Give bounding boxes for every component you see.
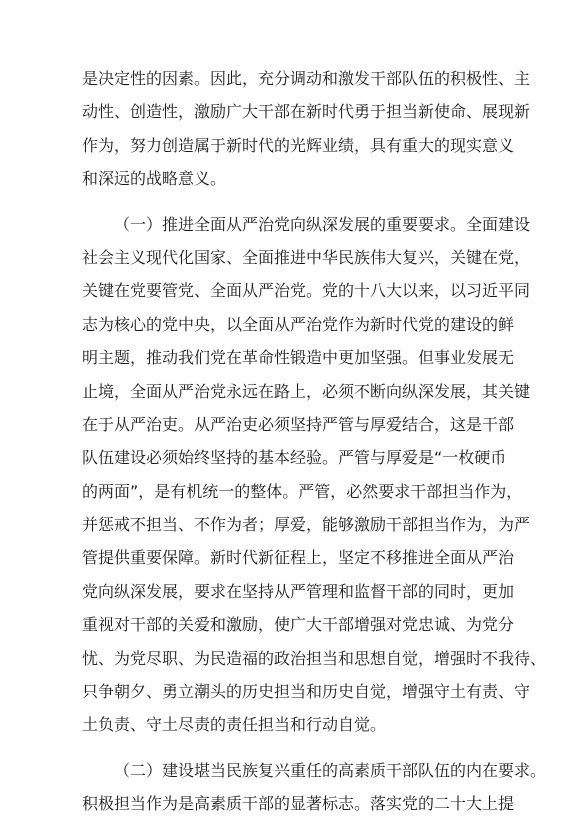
paragraph-intro: [82, 62, 531, 196]
text-line: 是决定性的因素。因此，充分调动和激发干部队伍的积极性、主: [82, 69, 531, 88]
text-line: 社会主义现代化国家、全面推进中华民族伟大复兴，关键在党，: [82, 247, 531, 267]
text-line: 在于从严治吏。从严治吏必须坚持严管与厚爱结合，这是干部: [82, 414, 515, 434]
text-line: 明主题，推动我们党在革命性锻造中更加坚强。但事业发展无: [82, 348, 515, 368]
text-line: 重视对干部的关爱和激励，使广大干部增强对党忠诚、为党分: [82, 615, 515, 635]
section-1-heading-line: （一）推进全面从严治党向纵深发展的重要要求。全面建设: [114, 214, 531, 234]
document-body: [82, 62, 547, 821]
text-line: 并惩戒不担当、不作为者；厚爱，能够激励干部担当作为，为严: [82, 515, 531, 535]
text-line: 只争朝夕、勇立潮头的历史担当和历史自觉，增强守土有责、守: [82, 682, 531, 702]
text-line: 动性、创造性，激励广大干部在新时代勇于担当新使命、展现新: [82, 102, 531, 122]
paragraph-section-1: [82, 208, 547, 742]
text-line: 志为核心的党中央，以全面从严治党作为新时代党的建设的鲜: [82, 314, 515, 334]
text-line: 党向纵深发展，要求在坚持从严管理和监督干部的同时，更加: [82, 581, 515, 601]
section-2-heading-line: （二）建设堪当民族复兴重任的高素质干部队伍的内在要求。: [114, 760, 547, 780]
paragraph-section-2: [82, 754, 547, 821]
text-line: 管提供重要保障。新时代新征程上，坚定不移推进全面从严治: [82, 548, 515, 568]
text-line: 的两面”，是有机统一的整体。严管，必然要求干部担当作为，: [82, 481, 523, 501]
text-line: 忧、为党尽职、为民造福的政治担当和思想自觉，增强时不我待、: [82, 648, 547, 668]
text-line: 和深远的战略意义。: [82, 169, 227, 189]
paragraph-gap: [82, 196, 512, 208]
paragraph-gap: [82, 742, 512, 754]
text-line: 止境，全面从严治党永远在路上，必须不断向纵深发展，其关键: [82, 381, 531, 401]
text-line: 队伍建设必须始终坚持的基本经验。严管与厚爱是“一枚硬币: [82, 448, 507, 468]
text-line: 作为，努力创造属于新时代的光辉业绩，具有重大的现实意义: [82, 135, 515, 155]
text-line: 关键在党要管党、全面从严治党。党的十八大以来，以习近平同: [82, 281, 531, 301]
text-line: 积极担当作为是高素质干部的显著标志。落实党的二十大上提: [82, 794, 515, 814]
text-line: 土负责、守土尽责的责任担当和行动自觉。: [82, 715, 387, 735]
